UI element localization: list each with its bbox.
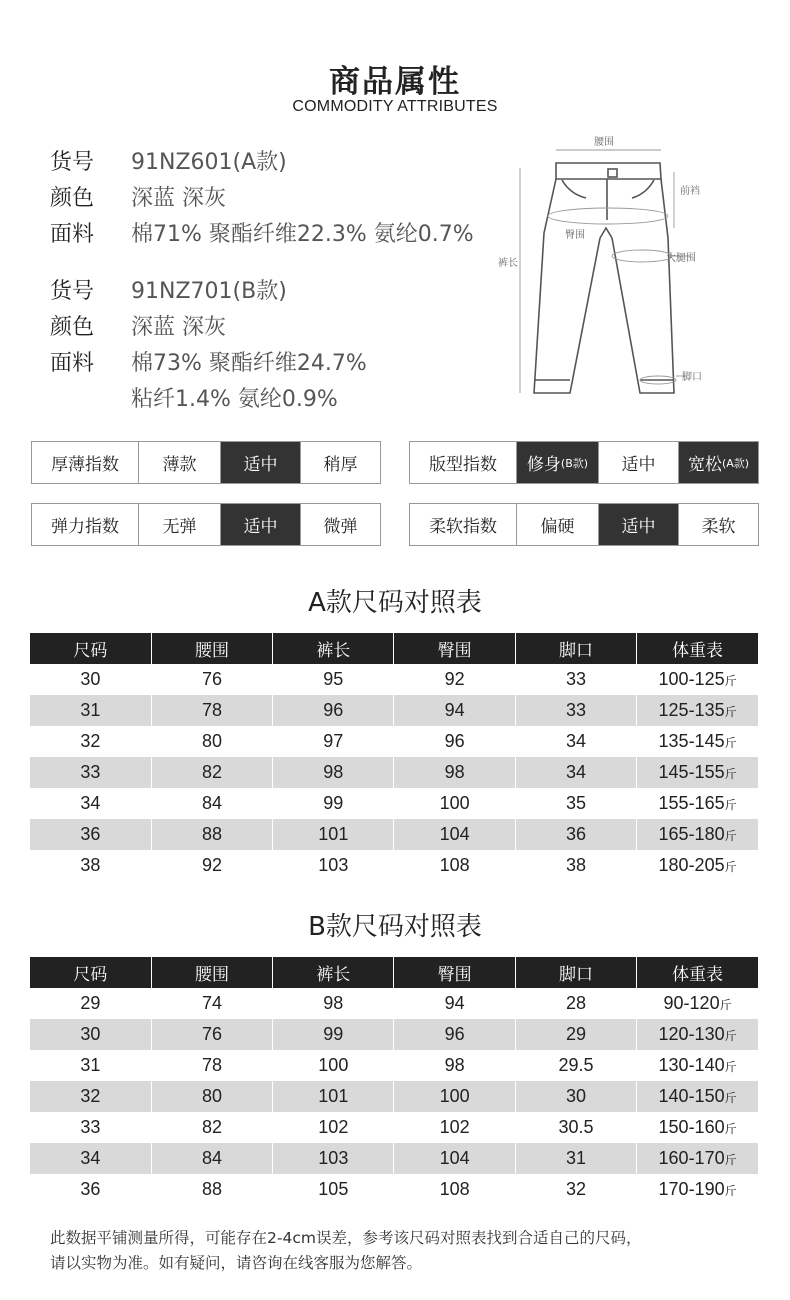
weight-unit: 斤 bbox=[724, 860, 737, 874]
table-cell bbox=[515, 695, 636, 726]
cell-value: 29 bbox=[565, 1024, 586, 1044]
table-cell bbox=[151, 1081, 272, 1112]
table-cell bbox=[515, 788, 636, 819]
table-cell bbox=[515, 1143, 636, 1174]
color-label: 颜色 bbox=[50, 185, 95, 211]
table-row bbox=[30, 1050, 758, 1081]
cell-value: 34 bbox=[80, 793, 101, 813]
table-row bbox=[30, 1174, 758, 1205]
table-cell bbox=[273, 850, 394, 881]
weight-unit: 斤 bbox=[724, 829, 737, 843]
table-cell bbox=[637, 757, 758, 788]
cell-value: 88 bbox=[201, 1179, 222, 1199]
code-label: 货号 bbox=[50, 149, 95, 175]
table-row bbox=[30, 1112, 758, 1143]
table-cell bbox=[394, 819, 515, 850]
cell-value: 78 bbox=[201, 1055, 222, 1075]
product-b-fabric-row-2 bbox=[50, 379, 367, 415]
table-row bbox=[30, 757, 758, 788]
fit-option-slim bbox=[516, 442, 598, 483]
table-cell bbox=[515, 1112, 636, 1143]
table-cell bbox=[637, 819, 758, 850]
thigh-label: 大腿围 bbox=[666, 253, 696, 264]
cell-value: 36 bbox=[565, 824, 586, 844]
table-cell bbox=[151, 1174, 272, 1205]
header-size: 尺码 bbox=[30, 957, 151, 988]
cell-value: 82 bbox=[201, 762, 222, 782]
cell-value: 130-140 bbox=[658, 1055, 725, 1075]
weight-unit: 斤 bbox=[724, 1029, 737, 1043]
fit-index-label: 版型指数 bbox=[429, 455, 497, 475]
thickness-option-thin: 薄款 bbox=[138, 442, 220, 483]
table-cell bbox=[637, 988, 758, 1019]
cell-value: 36 bbox=[80, 1179, 101, 1199]
cell-value: 98 bbox=[444, 762, 465, 782]
table-cell bbox=[30, 1112, 151, 1143]
table-cell bbox=[394, 1112, 515, 1143]
table-cell bbox=[394, 1019, 515, 1050]
header-weight: 体重表 bbox=[637, 957, 758, 988]
weight-unit: 斤 bbox=[724, 1122, 737, 1136]
cell-value: 100-125 bbox=[658, 669, 725, 689]
table-cell bbox=[515, 988, 636, 1019]
cell-value: 31 bbox=[80, 700, 101, 720]
header-hip: 臀围 bbox=[394, 957, 515, 988]
header-hem: 脚口 bbox=[515, 633, 636, 664]
cell-value: 125-135 bbox=[658, 700, 725, 720]
table-cell bbox=[515, 664, 636, 695]
elasticity-option-slight: 微弹 bbox=[300, 504, 380, 545]
fit-option-slim-text: 修身 bbox=[526, 455, 561, 475]
rise-label: 前裆 bbox=[680, 186, 700, 197]
table-cell bbox=[30, 1081, 151, 1112]
header-hem: 脚口 bbox=[515, 957, 636, 988]
cell-value: 100 bbox=[318, 1055, 349, 1075]
product-b-fabric-row bbox=[50, 343, 367, 379]
table-cell bbox=[151, 664, 272, 695]
table-cell bbox=[637, 1174, 758, 1205]
note-line-1: 此数据平铺测量所得，可能存在2-4cm误差，参考该尺码对照表找到合适自己的尺码， bbox=[50, 1229, 642, 1247]
weight-unit: 斤 bbox=[724, 1184, 737, 1198]
table-cell bbox=[151, 726, 272, 757]
cell-value: 102 bbox=[439, 1117, 470, 1137]
cell-value: 92 bbox=[201, 855, 222, 875]
cell-value: 135-145 bbox=[658, 731, 725, 751]
product-a-code-row bbox=[50, 142, 474, 178]
product-a-attributes bbox=[50, 142, 474, 250]
right-leg-shape bbox=[612, 179, 674, 393]
cell-value: 96 bbox=[323, 700, 344, 720]
cell-value: 98 bbox=[323, 993, 344, 1013]
cell-value: 38 bbox=[565, 855, 586, 875]
code-value: 91NZ701(B款) bbox=[131, 278, 287, 304]
cell-value: 29 bbox=[80, 993, 101, 1013]
table-cell bbox=[273, 757, 394, 788]
cell-value: 180-205 bbox=[658, 855, 725, 875]
fabric-value: 棉73% 聚酯纤维24.7% bbox=[131, 350, 367, 376]
table-cell bbox=[637, 664, 758, 695]
table-cell bbox=[151, 850, 272, 881]
cell-value: 101 bbox=[318, 1086, 349, 1106]
cell-value: 31 bbox=[80, 1055, 101, 1075]
table-cell bbox=[394, 757, 515, 788]
table-cell bbox=[515, 850, 636, 881]
table-row bbox=[30, 988, 758, 1019]
length-label: 裤长 bbox=[498, 258, 518, 269]
table-cell bbox=[515, 726, 636, 757]
table-cell bbox=[30, 726, 151, 757]
weight-unit: 斤 bbox=[724, 736, 737, 750]
softness-option-hard: 偏硬 bbox=[516, 504, 598, 545]
table-cell bbox=[30, 850, 151, 881]
cell-value: 33 bbox=[565, 700, 586, 720]
table-header-row bbox=[30, 957, 758, 988]
cell-value: 102 bbox=[318, 1117, 349, 1137]
thickness-index bbox=[31, 441, 381, 484]
cell-value: 108 bbox=[439, 1179, 470, 1199]
cell-value: 78 bbox=[201, 700, 222, 720]
table-cell bbox=[515, 819, 636, 850]
cell-value: 32 bbox=[565, 1179, 586, 1199]
cell-value: 38 bbox=[80, 855, 101, 875]
cell-value: 30 bbox=[565, 1086, 586, 1106]
table-cell bbox=[637, 1143, 758, 1174]
crotch-shape bbox=[600, 228, 612, 238]
button-shape bbox=[608, 169, 617, 177]
cell-value: 99 bbox=[323, 1024, 344, 1044]
table-row bbox=[30, 788, 758, 819]
cell-value: 100 bbox=[439, 1086, 470, 1106]
table-row bbox=[30, 1143, 758, 1174]
cell-value: 95 bbox=[323, 669, 344, 689]
cell-value: 103 bbox=[318, 855, 349, 875]
fit-option-slim-note: (B款) bbox=[560, 456, 589, 470]
table-cell bbox=[273, 726, 394, 757]
cell-value: 96 bbox=[444, 1024, 465, 1044]
cell-value: 32 bbox=[80, 731, 101, 751]
table-cell bbox=[30, 664, 151, 695]
table-cell bbox=[30, 1143, 151, 1174]
softness-option-soft: 柔软 bbox=[678, 504, 758, 545]
weight-unit: 斤 bbox=[724, 705, 737, 719]
table-cell bbox=[273, 1019, 394, 1050]
table-row bbox=[30, 850, 758, 881]
cell-value: 104 bbox=[439, 824, 470, 844]
cell-value: 88 bbox=[201, 824, 222, 844]
header-weight: 体重表 bbox=[637, 633, 758, 664]
table-cell bbox=[30, 757, 151, 788]
table-cell bbox=[273, 819, 394, 850]
cell-value: 29.5 bbox=[558, 1055, 594, 1075]
product-b-attributes bbox=[50, 271, 367, 415]
table-cell bbox=[637, 726, 758, 757]
table-b-title: B款尺码对照表 bbox=[308, 912, 482, 942]
hem-label: 脚口 bbox=[682, 372, 702, 383]
cell-value: 32 bbox=[80, 1086, 101, 1106]
page-title: 商品属性 bbox=[329, 64, 461, 100]
table-header-row bbox=[30, 633, 758, 664]
cell-value: 30 bbox=[80, 669, 101, 689]
cell-value: 74 bbox=[201, 993, 222, 1013]
cell-value: 30.5 bbox=[558, 1117, 594, 1137]
cell-value: 170-190 bbox=[658, 1179, 725, 1199]
cell-value: 98 bbox=[444, 1055, 465, 1075]
cell-value: 92 bbox=[444, 669, 465, 689]
table-row bbox=[30, 1081, 758, 1112]
cell-value: 108 bbox=[439, 855, 470, 875]
weight-unit: 斤 bbox=[719, 998, 732, 1012]
cell-value: 165-180 bbox=[658, 824, 725, 844]
table-cell bbox=[273, 1112, 394, 1143]
code-label: 货号 bbox=[50, 278, 95, 304]
table-cell bbox=[273, 1174, 394, 1205]
table-cell bbox=[151, 1050, 272, 1081]
elasticity-index-label: 弹力指数 bbox=[51, 517, 119, 537]
fit-option-loose-note: (A款) bbox=[721, 456, 750, 470]
table-cell bbox=[394, 850, 515, 881]
table-cell bbox=[30, 1174, 151, 1205]
cell-value: 34 bbox=[565, 762, 586, 782]
table-cell bbox=[637, 1019, 758, 1050]
hip-guide bbox=[548, 208, 668, 224]
cell-value: 160-170 bbox=[658, 1148, 725, 1168]
cell-value: 80 bbox=[201, 1086, 222, 1106]
fabric-value-continued: 粘纤1.4% 氨纶0.9% bbox=[131, 386, 338, 412]
thickness-option-medium: 适中 bbox=[220, 442, 300, 483]
table-cell bbox=[30, 819, 151, 850]
cell-value: 82 bbox=[201, 1117, 222, 1137]
color-value: 深蓝 深灰 bbox=[131, 314, 226, 340]
header-length: 裤长 bbox=[273, 957, 394, 988]
table-cell bbox=[273, 1143, 394, 1174]
table-cell bbox=[637, 1050, 758, 1081]
cell-value: 28 bbox=[565, 993, 586, 1013]
fit-option-regular: 适中 bbox=[598, 442, 678, 483]
left-leg-shape bbox=[534, 179, 600, 393]
elasticity-option-medium: 适中 bbox=[220, 504, 300, 545]
table-cell bbox=[273, 664, 394, 695]
cell-value: 94 bbox=[444, 993, 465, 1013]
table-cell bbox=[515, 1174, 636, 1205]
pants-measurement-diagram bbox=[490, 128, 720, 418]
table-cell bbox=[151, 757, 272, 788]
table-cell bbox=[394, 1174, 515, 1205]
color-label: 颜色 bbox=[50, 314, 95, 340]
header-length: 裤长 bbox=[273, 633, 394, 664]
cell-value: 34 bbox=[80, 1148, 101, 1168]
table-cell bbox=[515, 1019, 636, 1050]
fit-option-loose-text: 宽松 bbox=[687, 455, 722, 475]
elasticity-option-none: 无弹 bbox=[138, 504, 220, 545]
fabric-label: 面料 bbox=[50, 350, 95, 376]
color-value: 深蓝 深灰 bbox=[131, 185, 226, 211]
table-cell bbox=[151, 695, 272, 726]
cell-value: 84 bbox=[201, 1148, 222, 1168]
table-cell bbox=[515, 1081, 636, 1112]
table-cell bbox=[30, 988, 151, 1019]
size-table-b bbox=[30, 957, 758, 1205]
cell-value: 96 bbox=[444, 731, 465, 751]
note-line-2: 请以实物为准。如有疑问，请咨询在线客服为您解答。 bbox=[50, 1254, 423, 1272]
table-cell bbox=[394, 788, 515, 819]
thigh-guide bbox=[612, 250, 672, 262]
table-row bbox=[30, 664, 758, 695]
cell-value: 105 bbox=[318, 1179, 349, 1199]
table-row bbox=[30, 726, 758, 757]
cell-value: 30 bbox=[80, 1024, 101, 1044]
waist-label: 腰围 bbox=[594, 137, 614, 148]
cell-value: 35 bbox=[565, 793, 586, 813]
cell-value: 33 bbox=[80, 762, 101, 782]
cell-value: 94 bbox=[444, 700, 465, 720]
table-cell bbox=[394, 664, 515, 695]
header-waist: 腰围 bbox=[151, 633, 272, 664]
cell-value: 80 bbox=[201, 731, 222, 751]
page-subtitle: COMMODITY ATTRIBUTES bbox=[292, 98, 498, 115]
table-cell bbox=[30, 788, 151, 819]
size-table-a bbox=[30, 633, 758, 881]
table-cell bbox=[273, 1081, 394, 1112]
cell-value: 31 bbox=[565, 1148, 586, 1168]
left-pocket-shape bbox=[562, 180, 586, 198]
table-row bbox=[30, 819, 758, 850]
weight-unit: 斤 bbox=[724, 674, 737, 688]
table-cell bbox=[151, 1112, 272, 1143]
table-cell bbox=[151, 788, 272, 819]
product-a-color-row bbox=[50, 178, 474, 214]
table-cell bbox=[151, 1143, 272, 1174]
table-cell bbox=[637, 850, 758, 881]
table-cell bbox=[637, 788, 758, 819]
cell-value: 33 bbox=[565, 669, 586, 689]
product-a-fabric-row bbox=[50, 214, 474, 250]
thickness-option-thick: 稍厚 bbox=[300, 442, 380, 483]
table-cell bbox=[394, 1143, 515, 1174]
cell-value: 76 bbox=[201, 669, 222, 689]
measurement-note bbox=[50, 1226, 760, 1276]
cell-value: 97 bbox=[323, 731, 344, 751]
cell-value: 104 bbox=[439, 1148, 470, 1168]
table-cell bbox=[637, 695, 758, 726]
weight-unit: 斤 bbox=[724, 767, 737, 781]
softness-option-medium: 适中 bbox=[598, 504, 678, 545]
table-cell bbox=[151, 988, 272, 1019]
cell-value: 90-120 bbox=[663, 993, 720, 1013]
cell-value: 145-155 bbox=[658, 762, 725, 782]
cell-value: 36 bbox=[80, 824, 101, 844]
cell-value: 140-150 bbox=[658, 1086, 725, 1106]
softness-index bbox=[409, 503, 759, 546]
table-row bbox=[30, 695, 758, 726]
fit-index bbox=[409, 441, 759, 484]
weight-unit: 斤 bbox=[724, 1091, 737, 1105]
table-cell bbox=[394, 726, 515, 757]
hip-label: 臀围 bbox=[565, 230, 585, 241]
table-a-title: A款尺码对照表 bbox=[308, 588, 482, 618]
cell-value: 33 bbox=[80, 1117, 101, 1137]
cell-value: 103 bbox=[318, 1148, 349, 1168]
table-row bbox=[30, 1019, 758, 1050]
table-cell bbox=[273, 788, 394, 819]
cell-value: 100 bbox=[439, 793, 470, 813]
cell-value: 76 bbox=[201, 1024, 222, 1044]
fit-option-loose bbox=[678, 442, 758, 483]
weight-unit: 斤 bbox=[724, 798, 737, 812]
header-waist: 腰围 bbox=[151, 957, 272, 988]
table-cell bbox=[394, 1081, 515, 1112]
weight-unit: 斤 bbox=[724, 1060, 737, 1074]
table-cell bbox=[394, 695, 515, 726]
header-size: 尺码 bbox=[30, 633, 151, 664]
table-cell bbox=[273, 988, 394, 1019]
fabric-label: 面料 bbox=[50, 221, 95, 247]
table-cell bbox=[30, 1050, 151, 1081]
cell-value: 84 bbox=[201, 793, 222, 813]
cell-value: 34 bbox=[565, 731, 586, 751]
table-cell bbox=[151, 819, 272, 850]
softness-index-label: 柔软指数 bbox=[429, 517, 497, 537]
cell-value: 155-165 bbox=[658, 793, 725, 813]
table-cell bbox=[30, 695, 151, 726]
product-b-color-row bbox=[50, 307, 367, 343]
cell-value: 150-160 bbox=[658, 1117, 725, 1137]
right-pocket-shape bbox=[632, 180, 654, 198]
table-cell bbox=[30, 1019, 151, 1050]
table-cell bbox=[515, 757, 636, 788]
elasticity-index bbox=[31, 503, 381, 546]
table-cell bbox=[273, 695, 394, 726]
header-hip: 臀围 bbox=[394, 633, 515, 664]
table-cell bbox=[151, 1019, 272, 1050]
cell-value: 98 bbox=[323, 762, 344, 782]
table-cell bbox=[273, 1050, 394, 1081]
cell-value: 120-130 bbox=[658, 1024, 725, 1044]
product-b-code-row bbox=[50, 271, 367, 307]
cell-value: 99 bbox=[323, 793, 344, 813]
cell-value: 101 bbox=[318, 824, 349, 844]
table-cell bbox=[394, 1050, 515, 1081]
table-cell bbox=[637, 1112, 758, 1143]
thickness-index-label: 厚薄指数 bbox=[51, 455, 119, 475]
table-cell bbox=[515, 1050, 636, 1081]
code-value: 91NZ601(A款) bbox=[131, 149, 287, 175]
fabric-value: 棉71% 聚酯纤维22.3% 氨纶0.7% bbox=[131, 221, 474, 247]
table-cell bbox=[394, 988, 515, 1019]
weight-unit: 斤 bbox=[724, 1153, 737, 1167]
table-cell bbox=[637, 1081, 758, 1112]
